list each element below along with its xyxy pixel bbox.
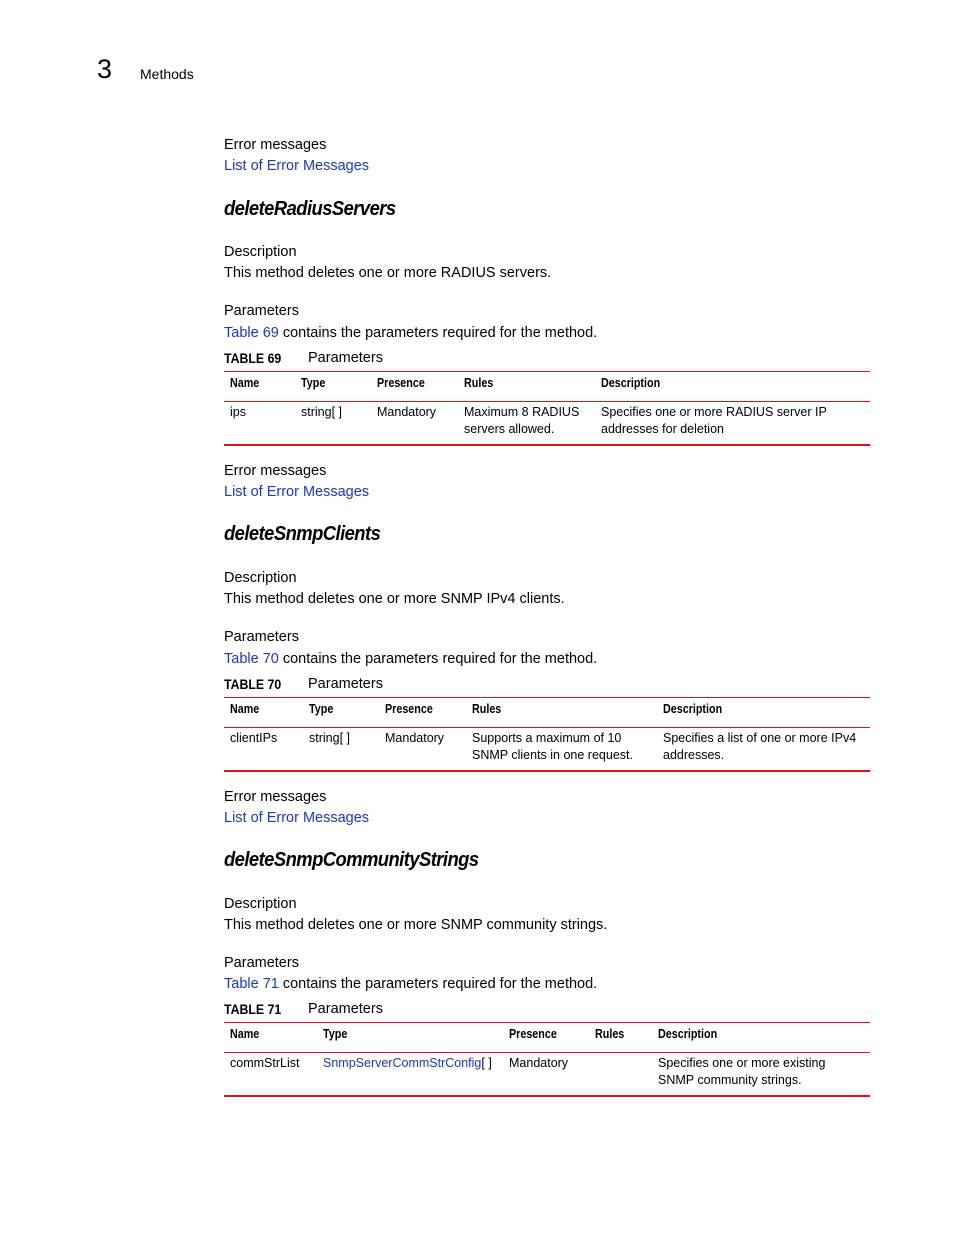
table-title: Parameters bbox=[308, 1001, 383, 1017]
cell-type: string[ ] bbox=[295, 402, 371, 446]
parameters-reference bbox=[224, 324, 597, 342]
table-row bbox=[224, 728, 870, 772]
section-title-delete-radius-servers: deleteRadiusServers bbox=[224, 198, 396, 220]
parameters-reference bbox=[224, 975, 597, 993]
table-header-row bbox=[224, 698, 870, 728]
type-link[interactable]: SnmpServerCommStrConfig bbox=[323, 1056, 482, 1070]
cell-presence: Mandatory bbox=[371, 402, 458, 446]
table-title: Parameters bbox=[308, 676, 383, 692]
table-title: Parameters bbox=[308, 350, 383, 366]
table-row bbox=[224, 402, 870, 446]
cell-name: ips bbox=[224, 402, 295, 446]
description-text: This method deletes one or more RADIUS servers. bbox=[224, 265, 552, 281]
table-reference-link[interactable]: Table 71 bbox=[224, 976, 279, 992]
error-messages-heading: Error messages bbox=[224, 137, 327, 153]
table-label: TABLE 71 bbox=[224, 1001, 282, 1017]
table-header-row bbox=[224, 372, 870, 402]
description-heading: Description bbox=[224, 896, 297, 912]
column-header-name: Name bbox=[224, 372, 295, 402]
description-heading: Description bbox=[224, 570, 297, 586]
table-header-row bbox=[224, 1023, 870, 1053]
type-suffix: [ ] bbox=[481, 1056, 492, 1070]
column-header-rules: Rules bbox=[458, 372, 595, 402]
description-text: This method deletes one or more SNMP IPv4 clients. bbox=[224, 591, 565, 607]
parameters-reference bbox=[224, 650, 597, 668]
column-header-description: Description bbox=[595, 372, 870, 402]
cell-rules bbox=[589, 1053, 652, 1097]
column-header-description: Description bbox=[652, 1023, 870, 1053]
parameters-reference-text: contains the parameters required for the method. bbox=[278, 325, 598, 341]
cell-presence: Mandatory bbox=[503, 1053, 589, 1097]
error-messages-link[interactable]: List of Error Messages bbox=[224, 158, 370, 174]
column-header-type: Type bbox=[317, 1023, 503, 1053]
cell-rules: Supports a maximum of 10 SNMP clients in one request. bbox=[466, 728, 657, 772]
column-header-type: Type bbox=[295, 372, 371, 402]
column-header-type: Type bbox=[303, 698, 379, 728]
chapter-title: Methods bbox=[140, 66, 194, 82]
chapter-number: 3 bbox=[97, 54, 113, 84]
table-reference-link[interactable]: Table 70 bbox=[224, 651, 279, 667]
cell-description: Specifies a list of one or more IPv4 addresses. bbox=[657, 728, 870, 772]
error-messages-link[interactable]: List of Error Messages bbox=[224, 810, 370, 826]
cell-description: Specifies one or more RADIUS server IP addresses for deletion bbox=[595, 402, 870, 446]
column-header-name: Name bbox=[224, 698, 303, 728]
column-header-presence: Presence bbox=[371, 372, 458, 402]
cell-name: clientIPs bbox=[224, 728, 303, 772]
section-title-delete-snmp-community-strings: deleteSnmpCommunityStrings bbox=[224, 849, 479, 871]
description-heading: Description bbox=[224, 244, 297, 260]
parameters-heading: Parameters bbox=[224, 629, 299, 645]
section-title-delete-snmp-clients: deleteSnmpClients bbox=[224, 523, 381, 545]
cell-type bbox=[317, 1053, 503, 1097]
column-header-name: Name bbox=[224, 1023, 317, 1053]
column-header-presence: Presence bbox=[379, 698, 466, 728]
column-header-presence: Presence bbox=[503, 1023, 589, 1053]
cell-rules: Maximum 8 RADIUS servers allowed. bbox=[458, 402, 595, 446]
parameters-table bbox=[224, 1022, 870, 1097]
table-row bbox=[224, 1053, 870, 1097]
error-messages-link[interactable]: List of Error Messages bbox=[224, 484, 370, 500]
column-header-rules: Rules bbox=[589, 1023, 652, 1053]
table-reference-link[interactable]: Table 69 bbox=[224, 325, 279, 341]
parameters-table bbox=[224, 697, 870, 772]
table-label: TABLE 70 bbox=[224, 676, 282, 692]
cell-name: commStrList bbox=[224, 1053, 317, 1097]
parameters-heading: Parameters bbox=[224, 303, 299, 319]
parameters-reference-text: contains the parameters required for the method. bbox=[278, 651, 598, 667]
parameters-reference-text: contains the parameters required for the method. bbox=[278, 976, 598, 992]
description-text: This method deletes one or more SNMP community strings. bbox=[224, 917, 608, 933]
error-messages-heading: Error messages bbox=[224, 789, 327, 805]
cell-presence: Mandatory bbox=[379, 728, 466, 772]
column-header-rules: Rules bbox=[466, 698, 657, 728]
cell-description: Specifies one or more existing SNMP community strings. bbox=[652, 1053, 870, 1097]
column-header-description: Description bbox=[657, 698, 870, 728]
parameters-heading: Parameters bbox=[224, 955, 299, 971]
cell-type: string[ ] bbox=[303, 728, 379, 772]
parameters-table bbox=[224, 371, 870, 446]
table-label: TABLE 69 bbox=[224, 350, 282, 366]
error-messages-heading: Error messages bbox=[224, 463, 327, 479]
